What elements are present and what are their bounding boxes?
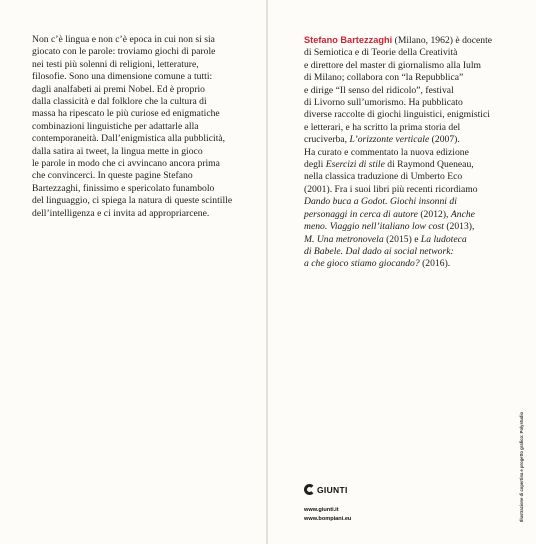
blurb-line: massa ha ripescato le più curiose ed enigmatiche xyxy=(32,108,220,120)
blurb-line: dell’intelligenza e ci invita ad appropriarcene. xyxy=(32,207,210,219)
blurb-line: Bartezzaghi, finissimo e spericolato funambolo xyxy=(32,182,215,194)
blurb-line: che convincerci. In queste pagine Stefano xyxy=(32,170,193,182)
publisher-logo xyxy=(304,484,348,495)
blurb-line: Non c’è lingua e non c’è epoca in cui non si sia xyxy=(32,34,215,45)
blurb-line: dalla satira ai tweet, la lingua mette in gioco xyxy=(32,145,203,157)
url-bompiani[interactable]: www.bompiani.eu xyxy=(304,515,352,522)
publisher-urls xyxy=(304,506,351,523)
blurb-line: filosofie. Sono una dimensione comune a tutti: xyxy=(32,71,213,83)
giunti-logo-mark-icon xyxy=(304,484,315,495)
blurb-line: dalla classicità e dal folklore che la cultura di xyxy=(32,96,207,108)
blurb-line: del linguaggio, ci spiega la natura di queste scintille xyxy=(32,195,233,207)
blurb-line: nei testi più solenni di religioni, letterature, xyxy=(32,58,199,70)
author-name: Stefano Bartezzaghi xyxy=(304,35,393,45)
book-blurb xyxy=(32,34,242,220)
author-bio: Stefano Bartezzaghi (Milano, 1962) è docente di Semiotica e di Teorie della Creatività e direttore del master di giornalismo alla Iulm di Milano; collabora con “la Repubblica” e dirige “Il senso del ridicolo”, festival di Livorno sull’umorismo. Ha pubblicato diverse raccolte di giochi linguistici, enigmistici e letterari, e ha scritto la prima storia del cruciverba, L’orizzonte verticale (2007). Ha curato e commentato la nuova edizione degli Esercizi di stile di Raymond Queneau, nella classica traduzione di Umberto Eco (2001). Fra i suoi libri più recenti ricordiamo Dando buca a Godot. Giochi insonni di personaggi in cerca di autore (2012), Anche meno. Viaggio nell’italiano low cost (2013), M. Una metronovela (2015) e La ludoteca di Babele. Dal dado ai social network: a che gioco stiamo giocando? (2016). xyxy=(304,35,493,270)
cover-credit: Illustrazione di copertina e progetto grafico: Polystudio xyxy=(519,411,524,522)
blurb-line: contemporaneità. Dall’enigmistica alla pubblicità, xyxy=(32,133,226,145)
blurb-line: giocato con le parole: troviamo giochi di parole xyxy=(32,46,216,58)
publisher-logo-text: GIUNTI xyxy=(317,484,348,495)
blurb-line: dagli analfabeti ai premi Nobel. Ed è proprio xyxy=(32,83,205,95)
blurb-line: combinazioni linguistiche per adattarle alla xyxy=(32,120,199,132)
blurb-line: le parole in modo che ci avvincano ancora prima xyxy=(32,158,220,170)
url-giunti[interactable]: www.giunti.it xyxy=(304,507,339,513)
